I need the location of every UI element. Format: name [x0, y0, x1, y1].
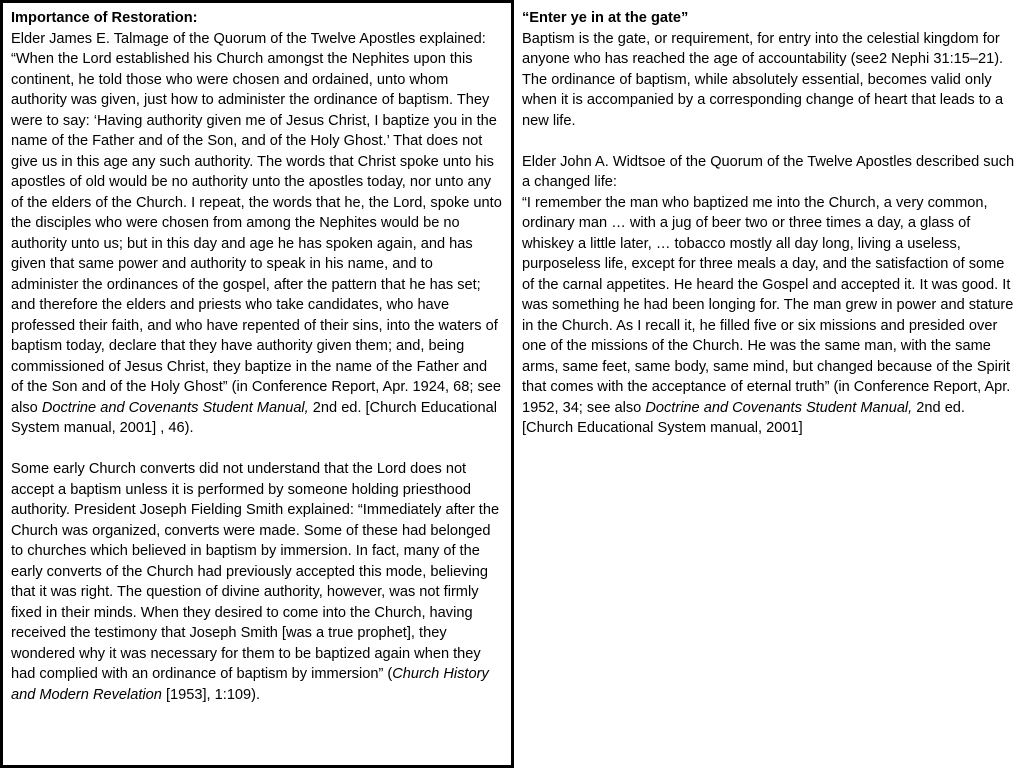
widtsoe-ref-title: Doctrine and Covenants Student Manual,	[645, 399, 913, 416]
left-heading	[11, 8, 503, 29]
smith-ref-rest: [1953], 1:109).	[161, 686, 261, 703]
right-heading-text: “Enter ye in at the gate”	[522, 10, 689, 26]
widtsoe-ref-rest: 2nd ed. [Church Educational System manual, 2001]	[522, 399, 965, 436]
smith-ref-title: Church History and Modern Revelation	[11, 666, 489, 703]
right-heading	[522, 8, 1018, 29]
widtsoe-intro: Elder John A. Widtsoe of the Quorum of the Twelve Apostles described such a changed life:	[522, 153, 1015, 190]
talmage-intro: Elder James E. Talmage of the Quorum of the Twelve Apostles explained:	[11, 30, 486, 47]
talmage-quote	[11, 49, 503, 439]
talmage-quote-ref-rest: 2nd ed. [Church Educational System manual, 2001] , 46).	[11, 399, 497, 436]
smith-paragraph-text: Some early Church converts did not understand that the Lord does not accept a baptism unless it is performed by someone holding priesthood authority. President Joseph Fielding Smith explained: “Immediately after the Church was organized, converts were made. Some of these had belonged to churches which believed in baptism by immersion. In fact, many of the early converts of the Church had previously accepted this mode, believing that it was right. The question of divine authority, however, was not firmly fixed in their minds. When they desired to come into the Church, having received the testimony that Joseph Smith [was a true prophet], they wondered why it was necessary for them to be baptized again when they had complied with an ordinance of baptism by immersion” (	[11, 461, 500, 682]
smith-paragraph	[11, 459, 503, 705]
talmage-quote-text: “When the Lord established his Church amongst the Nephites upon this continent, he told those who were chosen and ordained, unto whom authority was given, just how to administer the ordinance of baptism. They were to say: ‘Having authority given me of Jesus Christ, I baptize you in the name of the Father and of the Son, and of the Holy Ghost.’ That does not give us in this age any such authority. The words that Christ spoke unto his apostles of old would be no authority unto the apostles today, nor unto any of the elders of the Church. I repeat, the words that he, the Lord, spoke unto the disciples who were chosen from among the Nephites would be no authority unto us; but in this day and age he has spoken again, and has given that same power and authority to speak in his name, and to administer the ordinances of the gospel, after the pattern that he has set; and therefore the elders and priests who take candidates, who have professed their faith, and who have repented of their sins, into the waters of baptism today, declare that they have authority given them; and, being commissioned of Jesus Christ, they baptize in the name of the Father and of the Son and of the Holy Ghost” (in Conference Report, Apr. 1924, 68; see also	[11, 51, 502, 416]
baptism-gate-paragraph: Baptism is the gate, or requirement, for entry into the celestial kingdom for anyone who has reached the age of accountability (see2 Nephi 31:15–21). The ordinance of baptism, while absolutely essential, becomes valid only when it is accompanied by a corresponding change of heart that leads to a new life.	[522, 30, 1004, 129]
talmage-quote-ref-title: Doctrine and Covenants Student Manual,	[41, 399, 309, 416]
left-heading-text: Importance of Restoration:	[11, 10, 198, 26]
widtsoe-quote	[522, 193, 1018, 439]
right-text-panel	[514, 0, 1024, 768]
widtsoe-quote-text: “I remember the man who baptized me into the Church, a very common, ordinary man … with a jug of beer two or three times a day, a glass of whiskey a little later, … tobacco mostly all day long, living a useless, purposeless life, except for three meals a day, and the satisfaction of some of the carnal appetites. He heard the Gospel and accepted it. It was good. It was something he had been longing for. The man grew in power and stature in the Church. As I recall it, he filled five or six missions and presided over one of the missions of the Church. He was the same man, with the same arms, same feet, same body, same mind, but changed because of the Spirit that comes with the acceptance of eternal truth” (in Conference Report, Apr. 1952, 34; see also	[522, 194, 1014, 416]
